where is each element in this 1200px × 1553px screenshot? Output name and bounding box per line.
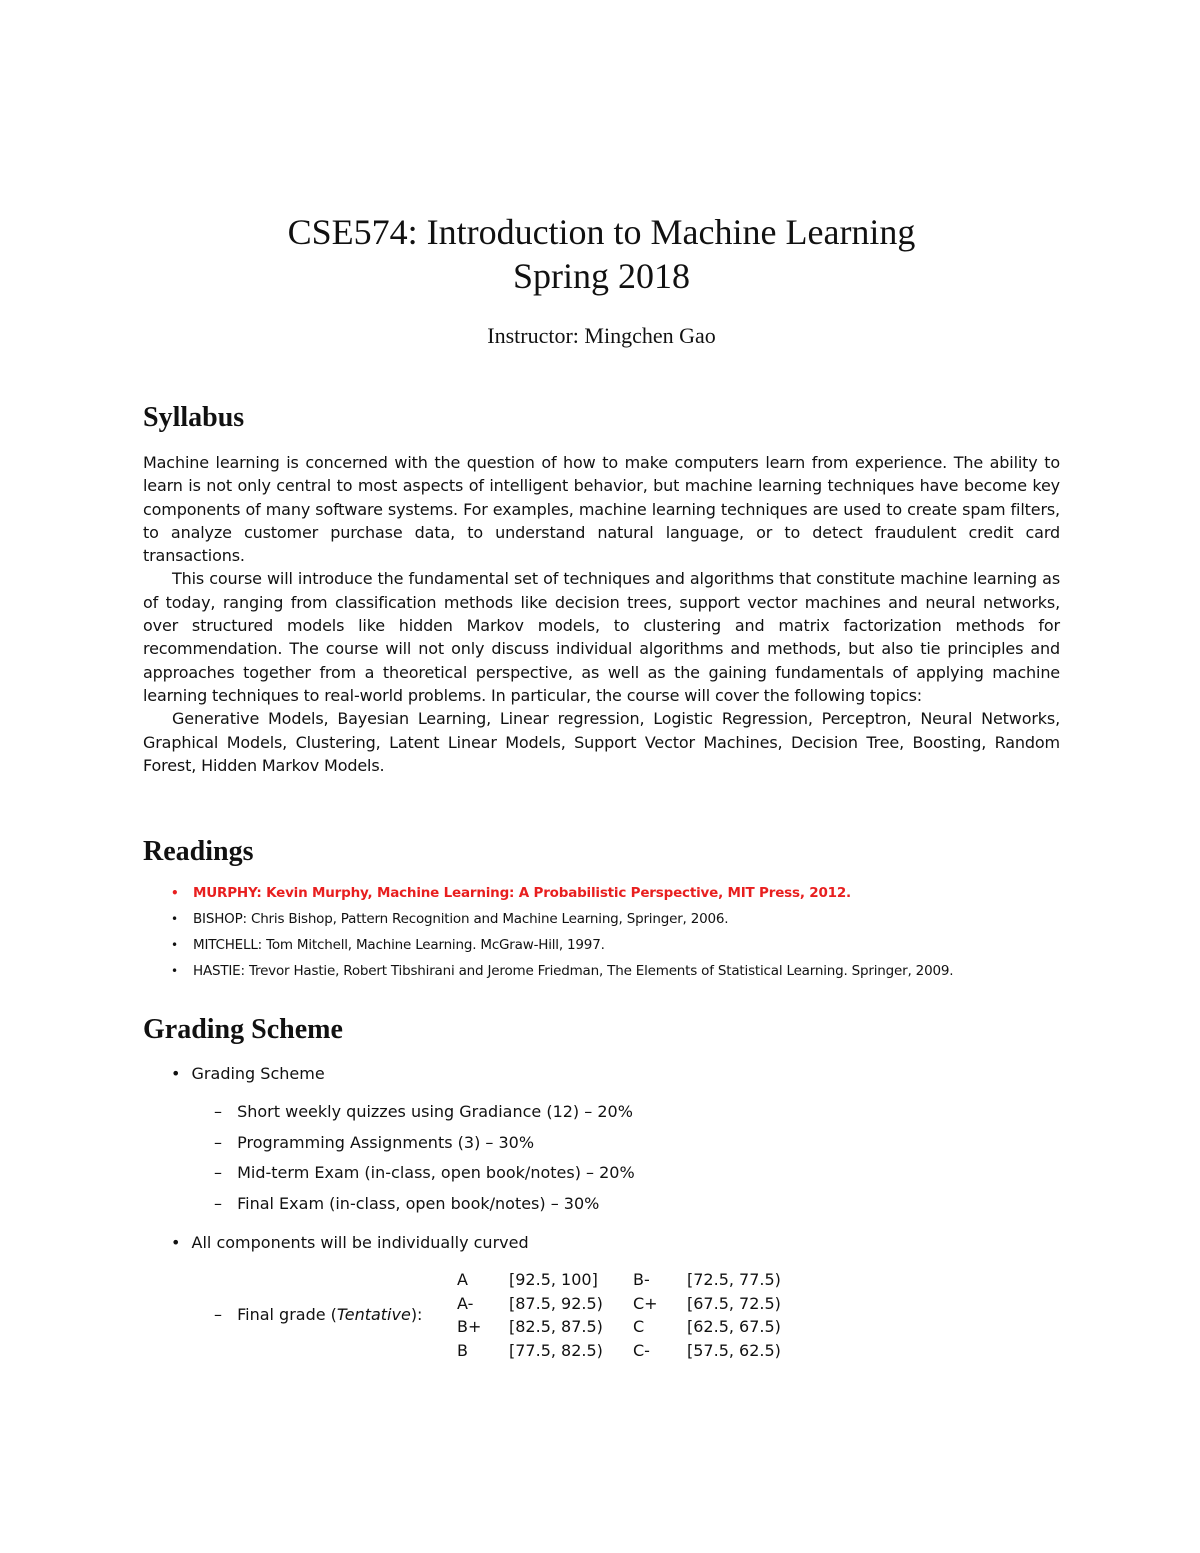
dash-icon: – (214, 1194, 222, 1213)
syllabus-body (143, 451, 1060, 777)
list-item (143, 958, 1060, 984)
grading-component: Final Exam (in-class, open book/notes) – 30% (237, 1194, 600, 1213)
table-row: B [77.5, 82.5) C- [57.5, 62.5) (457, 1340, 781, 1360)
table-row: A [92.5, 100] B- [72.5, 77.5) (457, 1270, 781, 1289)
list-item (171, 1064, 325, 1083)
list-item (214, 1102, 633, 1121)
grade-scale-table (457, 1268, 781, 1362)
dash-icon: – (214, 1102, 222, 1121)
table-row: A- [87.5, 92.5) C+ [67.5, 72.5) (457, 1293, 781, 1313)
syllabus-topics: Generative Models, Bayesian Learning, Linear regression, Logistic Regression, Perceptron, Neural Networks, Graphical Models, Clustering, Latent Linear Models, Support Vector Machines, Decision Tree, Boosting, Random Forest, Hidden Markov Models. (143, 709, 1060, 775)
grading-component: Short weekly quizzes using Gradiance (12) – 20% (237, 1102, 633, 1121)
reading-text: MURPHY: Kevin Murphy, Machine Learning: A Probabilistic Perspective, MIT Press, 2012. (193, 885, 851, 901)
reading-text: MITCHELL: Tom Mitchell, Machine Learning. McGraw-Hill, 1997. (193, 937, 605, 953)
final-grade-label: – Final grade (Tentative): (214, 1305, 423, 1324)
list-item (143, 906, 1060, 932)
dash-icon: – (214, 1163, 222, 1182)
syllabus-paragraph: Machine learning is concerned with the question of how to make computers learn from experience. The ability to learn is not only central to most aspects of intelligent behavior, but machine learning techniques have become key components of many software systems. For examples, machine learning techniques are used to create spam filters, to analyze customer purchase data, to understand natural language, or to detect fraudulent credit card transactions. (143, 453, 1060, 566)
course-term: Spring 2018 (512, 256, 690, 296)
readings-heading: Readings (143, 836, 254, 867)
grading-component: Mid-term Exam (in-class, open book/notes) – 20% (237, 1163, 635, 1182)
course-title: CSE574: Introduction to Machine Learning (287, 212, 916, 252)
list-item (214, 1194, 599, 1213)
bullet-icon: • (171, 1233, 181, 1252)
bullet-icon: • (171, 886, 179, 900)
instructor-line: Instructor: Mingchen Gao (487, 323, 716, 348)
dash-icon: – (214, 1305, 222, 1324)
grading-main-item: Grading Scheme (191, 1064, 325, 1083)
syllabus-paragraph: This course will introduce the fundamental set of techniques and algorithms that constitute machine learning as of today, ranging from classification methods like decision trees, support vector machines and neural networks, over structured models like hidden Markov models, to clustering and matrix factorization methods for recommendation. The course will not only discuss individual algorithms and methods, but also tie principles and approaches together from a theoretical perspective, as well as the gaining fundamentals of applying machine learning techniques to real-world problems. In particular, the course will cover the following topics: (143, 569, 1060, 705)
reading-text: BISHOP: Chris Bishop, Pattern Recognition and Machine Learning, Springer, 2006. (193, 911, 729, 927)
grading-component: Programming Assignments (3) – 30% (237, 1133, 535, 1152)
readings-list (143, 880, 1060, 984)
grading-heading: Grading Scheme (143, 1014, 343, 1045)
list-item (214, 1163, 635, 1182)
table-row: B+ [82.5, 87.5) C [62.5, 67.5) (457, 1317, 781, 1336)
reading-text: HASTIE: Trevor Hastie, Robert Tibshirani and Jerome Friedman, The Elements of Statistical Learning. Springer, 2009. (193, 963, 954, 979)
list-item (214, 1133, 534, 1152)
list-item (171, 1233, 529, 1252)
list-item (143, 880, 1060, 906)
grading-curve-note: All components will be individually curved (191, 1233, 529, 1252)
list-item (143, 932, 1060, 958)
bullet-icon: • (171, 938, 178, 952)
dash-icon: – (214, 1133, 222, 1152)
syllabus-heading: Syllabus (143, 402, 245, 433)
bullet-icon: • (171, 964, 178, 978)
bullet-icon: • (171, 912, 178, 926)
bullet-icon: • (171, 1064, 181, 1083)
